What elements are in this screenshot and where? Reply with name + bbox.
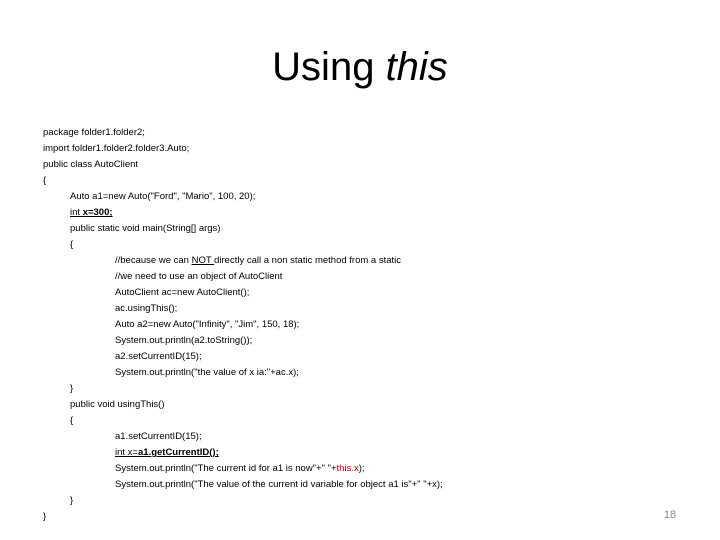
code-line-print-current-id [115,463,365,475]
code-text-int: int [70,207,83,218]
code-text-x-assignment: x=300; [82,207,113,218]
page-number: 18 [663,509,677,521]
code-line-call-usingthis: ac.usingThis(); [115,303,178,314]
code-text-print-prefix: System.out.println("The current id for a1 is now"+" "+ [115,463,337,474]
code-comment-not: NOT [191,255,215,266]
code-line-class-close-brace: } [43,511,47,522]
code-line-set-id-a2: a2.setCurrentID(15); [115,351,202,362]
code-line-print-x: System.out.println("the value of x ia:"+ac.x); [115,367,299,378]
code-comment-part: directly call a non static method from a static [214,255,402,266]
code-text-this-x: this.x [336,463,359,474]
code-line-class-open-brace: { [43,175,47,186]
code-line-main-open-brace: { [70,239,74,250]
code-text-get-id: a1.getCurrentID(); [137,447,219,458]
slide-title [0,40,720,94]
code-line-class-declaration: public class AutoClient [43,159,139,170]
code-line-print-a2: System.out.println(a2.toString()); [115,335,253,346]
code-line-usingthis-open-brace: { [70,415,74,426]
code-line-set-id-a1: a1.setCurrentID(15); [115,431,202,442]
code-line-new-auto-a2: Auto a2=new Auto("Infinity", "Jim", 150, 18); [115,319,300,330]
code-line-comment-object: //we need to use an object of AutoClient [115,271,283,282]
code-line-usingthis-close-brace: } [70,495,74,506]
code-line-usingthis-signature: public void usingThis() [70,399,165,410]
code-line-import: import folder1.folder2.folder3.Auto; [43,143,190,154]
code-line-field-a1: Auto a1=new Auto("Ford", "Mario", 100, 20); [70,191,256,202]
code-line-main-signature: public static void main(String[] args) [70,223,221,234]
code-line-package: package folder1.folder2; [43,127,145,138]
slide-title-prefix: Using [272,45,386,89]
code-line-local-x [115,447,219,459]
code-line-field-x [70,207,113,219]
code-line-comment-static [115,255,401,267]
code-line-main-close-brace: } [70,383,74,394]
code-text-local-x: int x= [115,447,138,458]
code-text-print-suffix: ); [358,463,365,474]
code-line-new-autoclient: AutoClient ac=new AutoClient(); [115,287,250,298]
code-line-print-local-x: System.out.println("The value of the current id variable for object a1 is"+" "+x); [115,479,443,490]
code-comment-part: //because we can [115,255,192,266]
slide-title-emphasis: this [385,45,448,89]
